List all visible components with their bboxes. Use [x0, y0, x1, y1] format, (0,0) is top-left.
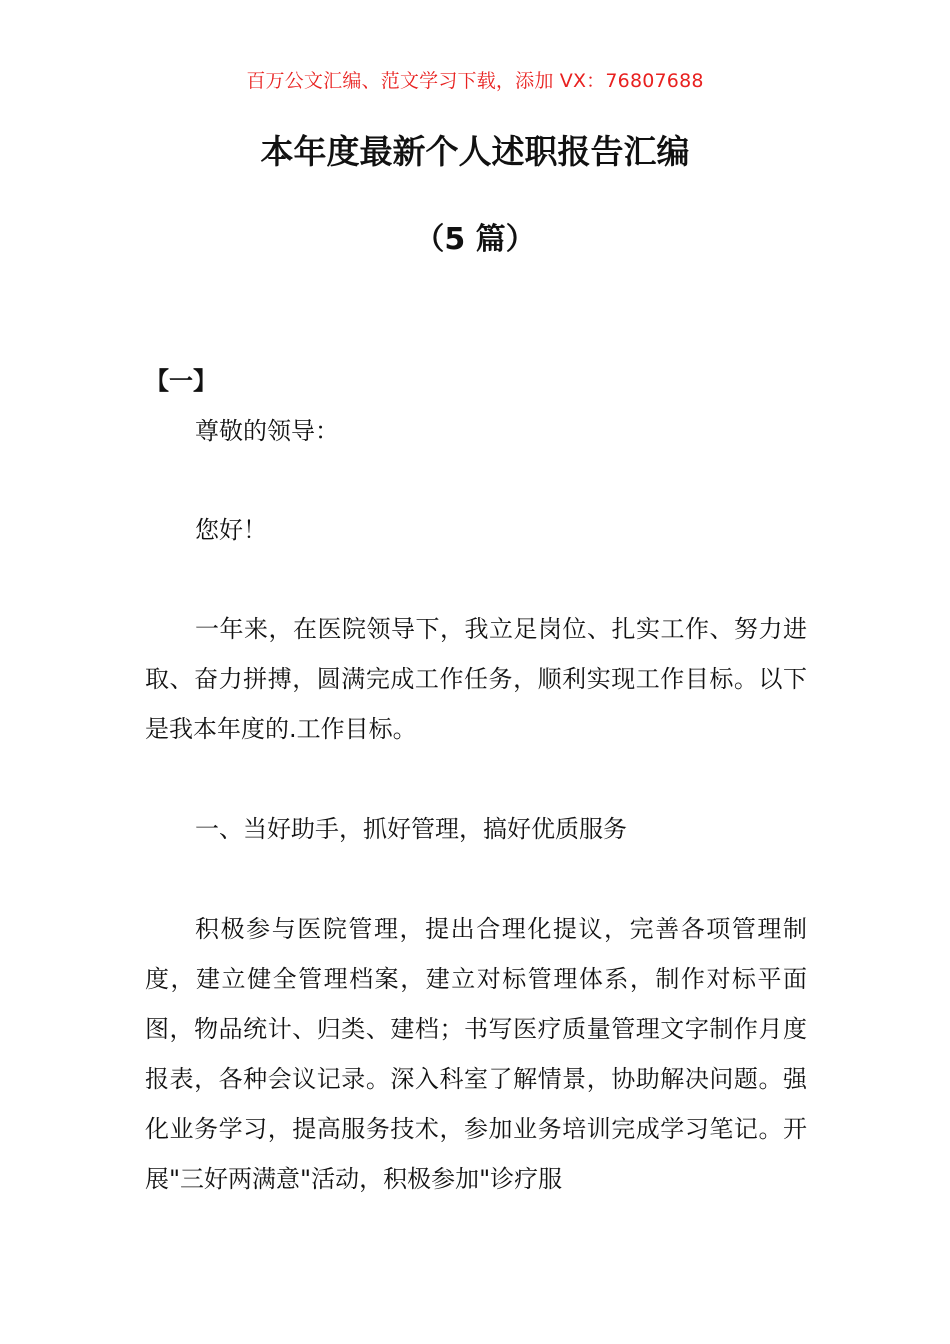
section-heading-1: 一、当好助手，抓好管理，搞好优质服务: [195, 815, 627, 843]
document-title: 本年度最新个人述职报告汇编: [260, 132, 690, 171]
intro-paragraph: 一年来，在医院领导下，我立足岗位、扎实工作、努力进取、奋力拼搏，圆满完成工作任务，顺利实现工作目标。以下是我本年度的.工作目标。: [145, 615, 807, 743]
hello-paragraph: 您好！: [195, 516, 267, 544]
section-marker: 【一】: [145, 367, 217, 395]
greeting-paragraph: 尊敬的领导：: [195, 417, 339, 445]
document-subtitle: （5 篇）: [414, 222, 536, 257]
detail-paragraph: 积极参与医院管理，提出合理化提议，完善各项管理制度，建立健全管理档案，建立对标管理体系，制作对标平面图，物品统计、归类、建档；书写医疗质量管理文字制作月度报表，各种会议记录。深入科室了解情景，协助解决问题。强化业务学习，提高服务技术，参加业务培训完成学习笔记。开展"三好两满意"活动，积极参加"诊疗服: [145, 915, 807, 1193]
promo-banner: 百万公文汇编、范文学习下载，添加 VX：76807688: [246, 70, 704, 92]
